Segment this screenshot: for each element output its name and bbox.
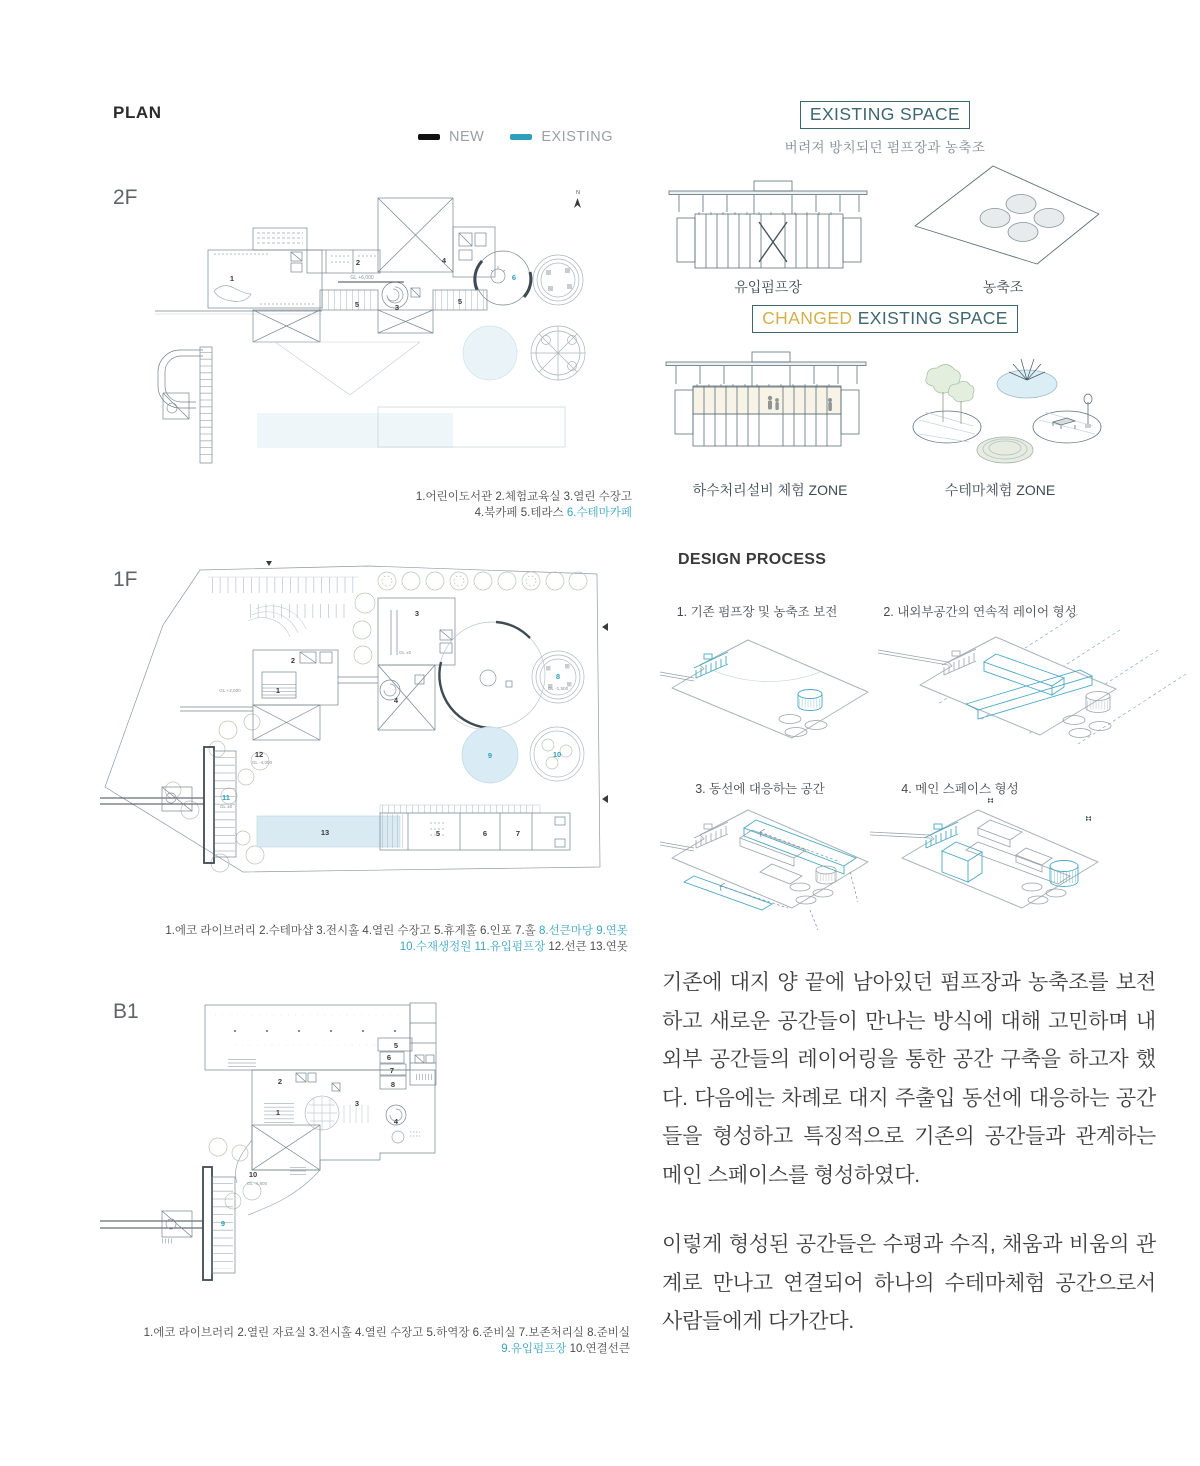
step-3-label: 3. 동선에 대응하는 공간 [695, 782, 825, 796]
svg-text:6: 6 [386, 1053, 392, 1062]
svg-text:GL +6,000: GL +6,000 [350, 275, 374, 281]
legend [418, 129, 639, 145]
caption-b1-line2: 9.유입펌프장 10.연결선큰 [501, 1343, 630, 1355]
svg-text:5: 5 [457, 297, 463, 306]
step-1-label: 1. 기존 펌프장 및 농축조 보전 [676, 605, 838, 619]
legend-existing-label: EXISTING [541, 129, 614, 145]
svg-text:4: 4 [393, 1117, 399, 1126]
svg-text:1: 1 [229, 274, 235, 283]
north-arrow [574, 190, 581, 208]
bench-zone [1033, 394, 1101, 443]
changed-word: CHANGED [762, 308, 853, 328]
floor-plan-1f [100, 555, 630, 915]
design-process-title: DESIGN PROCESS [678, 551, 827, 568]
caption-2f-line1: 1.어린이도서관 2.체험교육실 3.열린 수장고 [415, 491, 632, 503]
svg-text:3: 3 [354, 1099, 360, 1108]
process-diagram-1 [660, 620, 885, 770]
svg-text:2: 2 [355, 258, 361, 267]
changed-space-title [752, 305, 1018, 333]
changed-label-right: 수테마체험 ZONE [944, 482, 1056, 498]
caption-1f-line2: 10.수재생정원 11.유입펌프장 12.선큰 13.연못 [399, 941, 628, 953]
svg-text:GL +2,000: GL +2,000 [219, 688, 241, 693]
svg-text:1: 1 [275, 686, 281, 695]
body-paragraph-2: 이렇게 형성된 공간들은 수평과 수직, 채움과 비움의 관계로 만나고 연결되어 하나의 수테마체험 공간으로서 사람들에게 다가간다. [662, 1233, 1156, 1333]
process-diagram-2 [868, 612, 1198, 772]
caption-2f-line2: 4.북카페 5.테라스 6.수테마카페 [474, 507, 632, 519]
body-paragraph-1: 기존에 대지 양 끝에 남아있던 펌프장과 농축조를 보전하고 새로운 공간들이 만나는 방식에 대해 고민하며 내외부 공간들의 레이어링을 통한 공간 구축을 하고자 했다. 다음에는 차례로 대지 주출입 동선에 대응하는 공간들을 형성하고 특징적으로 기존의 공간들과 관계하는 메인 스페이스를 형성하였다. [662, 971, 1156, 1187]
tank-ellipses-2 [1063, 716, 1111, 738]
caption-1f [140, 923, 628, 955]
legend-new-label: NEW [449, 129, 485, 145]
wheel-garden-motif [531, 326, 585, 380]
parking-garage-b1 [205, 1003, 436, 1085]
svg-text:6: 6 [482, 829, 488, 838]
changed-space-header [660, 305, 1110, 333]
existing-space-header [660, 101, 1110, 129]
svg-text:5: 5 [435, 829, 441, 838]
svg-text:13: 13 [320, 828, 330, 837]
legend-existing-swatch [510, 134, 532, 140]
parking-1f [208, 577, 358, 637]
svg-text:10: 10 [248, 1170, 258, 1179]
svg-text:7: 7 [515, 829, 521, 838]
svg-text:5: 5 [354, 300, 360, 309]
floor-label-1f: 1F [113, 568, 138, 591]
existing-pump-diagram [663, 162, 873, 274]
svg-text:2: 2 [290, 656, 296, 665]
pond-ellipse [997, 370, 1057, 398]
caption-1f-line1: 1.에코 라이브러리 2.수테마샵 3.전시홀 4.열린 수장고 5.휴게홀 6.인포 7.홀 8.선큰마당 9.연못 [165, 925, 628, 937]
bird-marks [988, 798, 1091, 821]
svg-text:4: 4 [393, 696, 399, 705]
tree-row [353, 572, 587, 664]
changed-rest: EXISTING SPACE [852, 308, 1008, 328]
svg-text:6: 6 [511, 273, 517, 282]
pump-station-b1 [100, 1167, 235, 1280]
tank-label: 농축조 [982, 279, 1024, 295]
pond-2f [463, 326, 517, 380]
water-strip [257, 413, 453, 448]
svg-text:1: 1 [275, 1108, 281, 1117]
caption-2f [330, 489, 632, 521]
pump-station-11 [100, 747, 236, 863]
main-block-b1 [252, 1038, 435, 1170]
ramp-2f [158, 347, 212, 463]
floor-label-2f: 2F [113, 186, 138, 209]
existing-space-title: EXISTING SPACE [800, 101, 970, 129]
circle-plaza-motif [533, 255, 583, 305]
floor-plan-b1 [100, 985, 630, 1315]
svg-text:9: 9 [487, 751, 493, 760]
svg-text:GL -4,000: GL -4,000 [251, 760, 273, 765]
trees-left [165, 714, 269, 872]
theme-zone-diagram [885, 332, 1115, 482]
svg-text:GL -1,500: GL -1,500 [547, 686, 569, 691]
svg-text:12: 12 [254, 750, 264, 759]
process-diagram-4 [860, 790, 1200, 940]
svg-text:4: 4 [441, 256, 447, 265]
step-2-label: 2. 내외부공간의 연속적 레이어 형성 [883, 605, 1077, 619]
step-4-label: 4. 메인 스페이스 형성 [901, 782, 1019, 796]
existing-space-subtitle: 버려져 방치되던 펌프장과 농축조 [784, 140, 986, 155]
south-wing-1f [380, 805, 570, 850]
caption-b1-line1: 1.에코 라이브러리 2.열린 자료실 3.전시홀 4.열린 수장고 5.하역장 6.준비실 7.보존처리실 8.준비실 [143, 1327, 630, 1339]
svg-text:N: N [576, 190, 580, 196]
trees-zone [926, 364, 974, 424]
floor-plan-2f [110, 180, 640, 480]
svg-text:8: 8 [555, 672, 561, 681]
existing-tank-diagram [903, 158, 1103, 270]
svg-text:5: 5 [393, 1041, 399, 1050]
legend-new-swatch [418, 134, 440, 140]
page-title: PLAN [113, 103, 162, 122]
svg-text:10: 10 [552, 750, 562, 759]
changed-label-left: 하수처리설비 체험 ZONE [692, 482, 848, 498]
svg-text:7: 7 [389, 1066, 395, 1075]
svg-text:11: 11 [222, 793, 230, 802]
svg-text:9: 9 [220, 1219, 226, 1228]
pump-label: 유입펌프장 [734, 279, 802, 295]
svg-text:GL ±0: GL ±0 [219, 804, 233, 809]
svg-text:8: 8 [390, 1080, 396, 1089]
svg-text:GL -4,800: GL -4,800 [246, 1181, 268, 1186]
process-diagram-3 [660, 790, 885, 940]
svg-text:3: 3 [394, 303, 400, 312]
floor-label-b1: B1 [113, 1000, 139, 1023]
svg-text:GL ±0: GL ±0 [398, 650, 412, 655]
caption-b1 [130, 1325, 630, 1357]
changed-pump-diagram [660, 340, 875, 468]
svg-text:3: 3 [414, 609, 420, 618]
main-building-1f [180, 650, 378, 740]
svg-text:2: 2 [277, 1077, 283, 1086]
